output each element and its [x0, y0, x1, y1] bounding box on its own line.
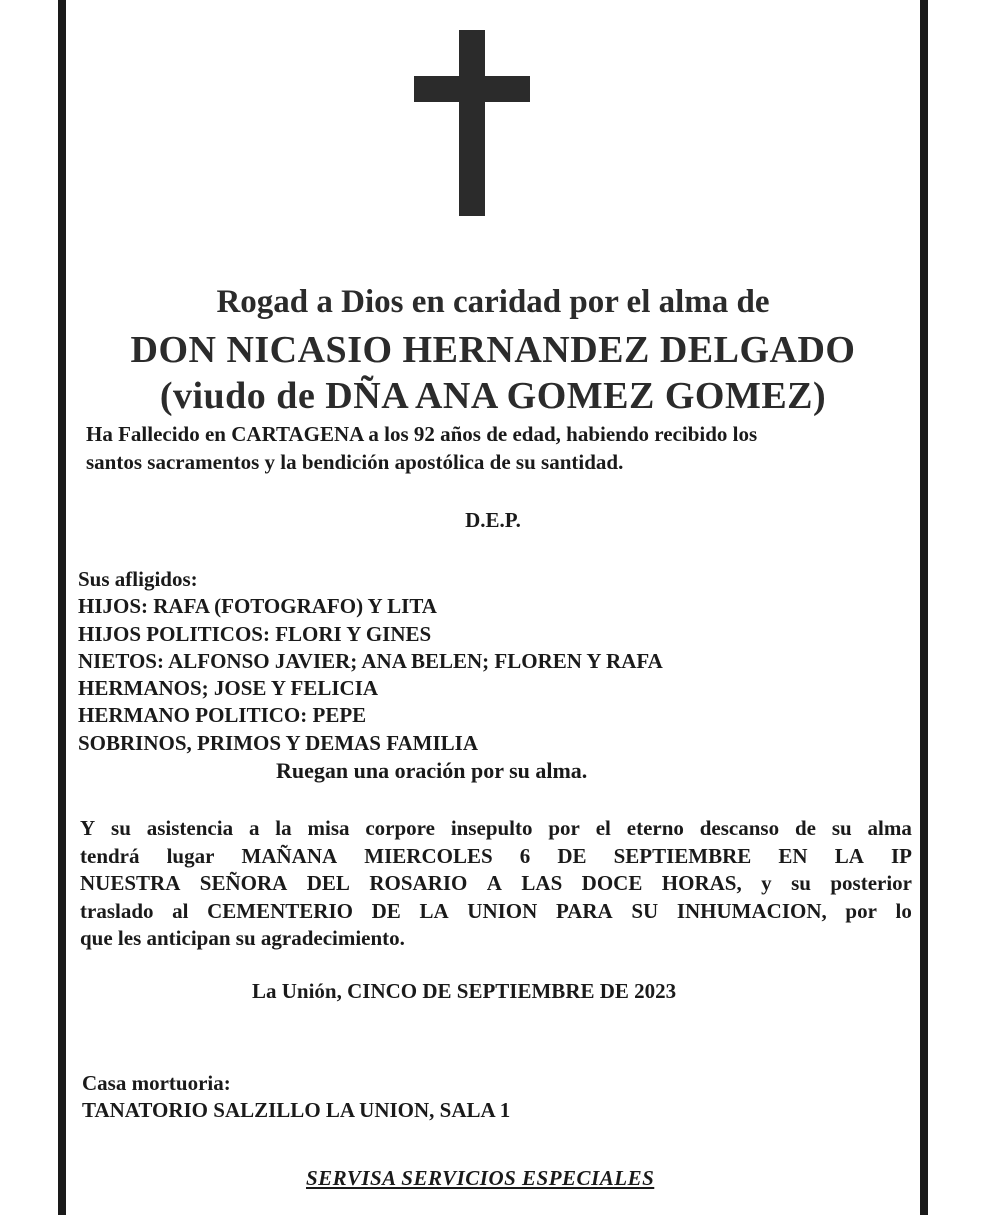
mass-word: PARA: [555, 898, 613, 923]
mass-word: SEPTIEMBRE: [613, 843, 752, 868]
mass-word: la: [275, 816, 292, 840]
mass-line: [80, 843, 912, 871]
dep-label: D.E.P.: [465, 508, 521, 532]
mass-word: misa: [307, 816, 350, 840]
mass-word: 6: [519, 843, 531, 868]
mass-word: DEL: [306, 871, 350, 895]
mass-word: descanso: [699, 816, 780, 840]
family-line: NIETOS: ALFONSO JAVIER; ANA BELEN; FLOREN Y RAFA: [78, 648, 663, 673]
mass-word: LAS: [521, 871, 563, 895]
mass-word: lo: [895, 898, 912, 923]
funeral-home-label: Casa mortuoria:: [82, 1071, 231, 1095]
mass-line-text: que les anticipan su agradecimiento.: [80, 926, 405, 950]
mass-word: NUESTRA: [80, 871, 181, 895]
mass-word: DE: [557, 843, 587, 868]
mass-details: [80, 815, 912, 953]
family-line: HIJOS POLITICOS: FLORI Y GINES: [78, 621, 432, 646]
mass-word: su: [791, 871, 811, 895]
death-statement-line-2: santos sacramentos y la bendición apostólica de su santidad.: [86, 450, 624, 474]
mass-word: lugar: [166, 843, 215, 868]
mass-word: insepulto: [450, 816, 533, 840]
mass-line: [80, 898, 912, 926]
mass-word: el: [595, 816, 611, 840]
mass-word: tendrá: [80, 843, 140, 868]
mass-word: HORAS,: [661, 871, 742, 895]
mass-word: Y: [80, 816, 96, 840]
mass-word: DE: [371, 898, 401, 923]
mass-word: MAÑANA: [241, 843, 338, 868]
mass-word: traslado: [80, 898, 154, 923]
mass-word: y: [761, 871, 772, 895]
family-line: HERMANO POLITICO: PEPE: [78, 703, 367, 728]
widow-of: (viudo de DÑA ANA GOMEZ GOMEZ): [159, 375, 827, 417]
mass-word: de: [794, 816, 816, 840]
mass-word: CEMENTERIO: [207, 898, 353, 923]
mass-word: INHUMACION,: [676, 898, 827, 923]
mass-line: [80, 815, 912, 843]
mass-word: LA: [834, 843, 864, 868]
mass-line: [80, 925, 912, 953]
family-line: HERMANOS; JOSE Y FELICIA: [78, 676, 379, 701]
mass-word: IP: [890, 843, 912, 868]
mass-word: corpore: [365, 816, 435, 840]
mass-word: por: [548, 816, 580, 840]
mass-word: LA: [419, 898, 449, 923]
family-heading: Sus afligidos:: [78, 567, 198, 591]
mass-word: SEÑORA: [199, 871, 288, 895]
right-border: [920, 0, 928, 1215]
mass-word: al: [172, 898, 189, 923]
deceased-name: DON NICASIO HERNANDEZ DELGADO: [130, 329, 856, 371]
mass-word: alma: [867, 816, 912, 840]
mass-word: posterior: [830, 871, 912, 895]
left-border: [58, 0, 66, 1215]
mass-line: [80, 870, 912, 898]
death-statement-line-1: Ha Fallecido en CARTAGENA a los 92 años de edad, habiendo recibido los: [86, 422, 758, 446]
mass-word: su: [111, 816, 131, 840]
mass-word: MIERCOLES: [364, 843, 493, 868]
mass-word: UNION: [467, 898, 538, 923]
mass-word: EN: [778, 843, 808, 868]
mass-word: SU: [631, 898, 659, 923]
family-line: SOBRINOS, PRIMOS Y DEMAS FAMILIA: [78, 730, 479, 755]
mass-word: su: [831, 816, 852, 840]
funeral-home-value: TANATORIO SALZILLO LA UNION, SALA 1: [82, 1098, 511, 1122]
mass-word: por: [845, 898, 877, 923]
mass-word: A: [486, 871, 502, 895]
mass-word: ROSARIO: [369, 871, 468, 895]
mass-word: DOCE: [581, 871, 643, 895]
prayer-request: Ruegan una oración por su alma.: [276, 758, 588, 783]
notice-date: La Unión, CINCO DE SEPTIEMBRE DE 2023: [252, 979, 677, 1003]
family-line: HIJOS: RAFA (FOTOGRAFO) Y LITA: [78, 594, 437, 619]
family-list: [78, 566, 663, 757]
mass-word: eterno: [626, 816, 684, 840]
mass-word: asistencia: [146, 816, 234, 840]
notice-intro: Rogad a Dios en caridad por el alma de: [216, 284, 770, 320]
mass-word: a: [248, 816, 260, 840]
footer-company: SERVISA SERVICIOS ESPECIALES: [306, 1166, 655, 1190]
